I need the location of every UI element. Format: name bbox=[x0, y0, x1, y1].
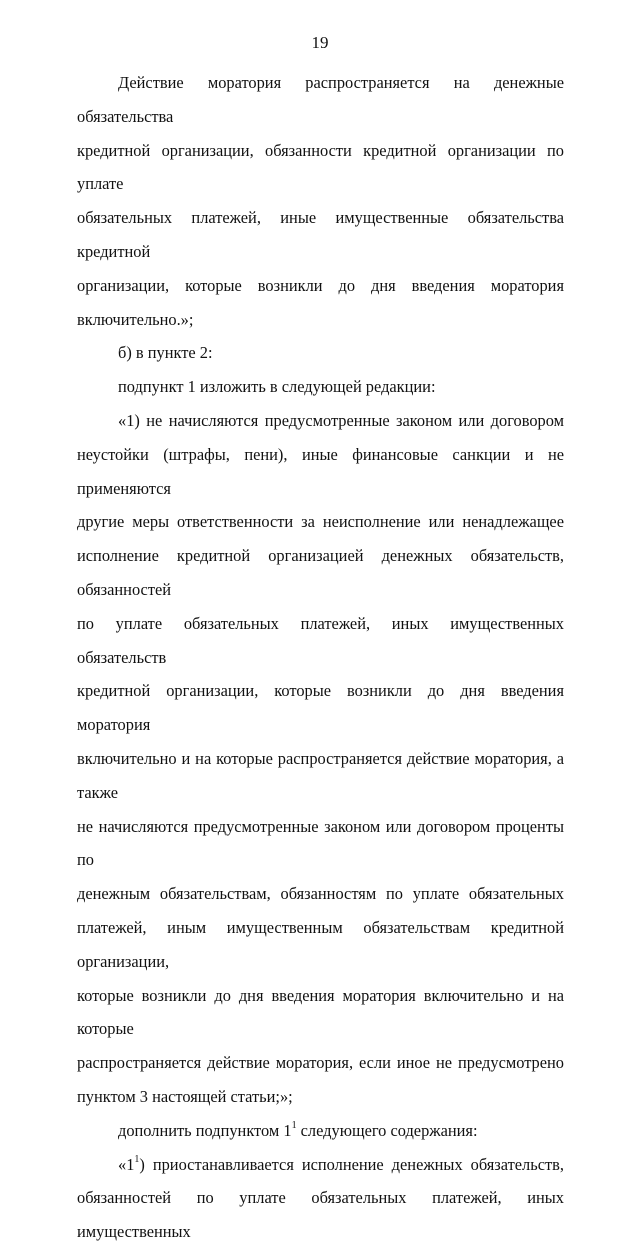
text-line: обязанностей по уплате обязательных платежей, иных имущественных bbox=[77, 1188, 564, 1242]
text-line: Действие моратория распространяется на денежные обязательства bbox=[77, 73, 564, 126]
text-line: исполнение кредитной организацией денежных обязательств, обязанностей bbox=[77, 546, 564, 599]
text-line: включительно.»; bbox=[77, 309, 194, 329]
text-segment: ) приостанавливается исполнение денежных обязательств, bbox=[139, 1154, 564, 1174]
paragraph-subitem-1-1-text bbox=[77, 1148, 564, 1249]
paragraph-add-subitem-1-1 bbox=[77, 1114, 564, 1148]
paragraph-moratorium-scope bbox=[77, 66, 564, 336]
paragraph-subitem-1-intro bbox=[77, 370, 564, 404]
text-line: распространяется действие моратория, если иное не предусмотрено bbox=[77, 1053, 564, 1073]
text-line: платежей, иным имущественным обязательствам кредитной организации, bbox=[77, 917, 564, 971]
text-line: подпункт 1 изложить в следующей редакции: bbox=[118, 377, 436, 397]
superscript: 1 bbox=[291, 1119, 297, 1131]
text-line: по уплате обязательных платежей, иных имущественных обязательств bbox=[77, 613, 564, 667]
text-line: кредитной организации, обязанности кредитной организации по уплате bbox=[77, 140, 564, 194]
text-segment: «1 bbox=[118, 1154, 135, 1174]
text-line: включительно и на которые распространяется действие моратория, а также bbox=[77, 748, 564, 802]
superscript: 1 bbox=[134, 1153, 140, 1165]
paragraph-subitem-1-text bbox=[77, 404, 564, 1114]
text-line: другие меры ответственности за неисполнение или ненадлежащее bbox=[77, 512, 564, 532]
text-line: обязательных платежей, иные имущественные обязательства кредитной bbox=[77, 208, 564, 261]
text-line: пунктом 3 настоящей статьи;»; bbox=[77, 1086, 293, 1106]
text-line: «1) не начисляются предусмотренные законом или договором bbox=[118, 410, 564, 430]
text-line: не начисляются предусмотренные законом или договором проценты по bbox=[77, 816, 564, 870]
text-line: денежным обязательствам, обязанностям по уплате обязательных bbox=[77, 884, 564, 904]
text-line bbox=[77, 1148, 564, 1182]
text-line: б) в пункте 2: bbox=[118, 343, 213, 363]
text-line: кредитной организации, которые возникли до дня введения моратория bbox=[77, 681, 564, 735]
text-line: которые возникли до дня введения моратория включительно и на которые bbox=[77, 985, 564, 1039]
text-segment: дополнить подпунктом 1 bbox=[118, 1120, 292, 1140]
document-body bbox=[77, 66, 564, 1249]
page-number: 19 bbox=[311, 33, 329, 52]
text-line: организации, которые возникли до дня введения моратория bbox=[77, 275, 564, 295]
text-line: неустойки (штрафы, пени), иные финансовые санкции и не применяются bbox=[77, 444, 564, 498]
text-segment: следующего содержания: bbox=[296, 1120, 478, 1140]
paragraph-item-b bbox=[77, 336, 564, 370]
